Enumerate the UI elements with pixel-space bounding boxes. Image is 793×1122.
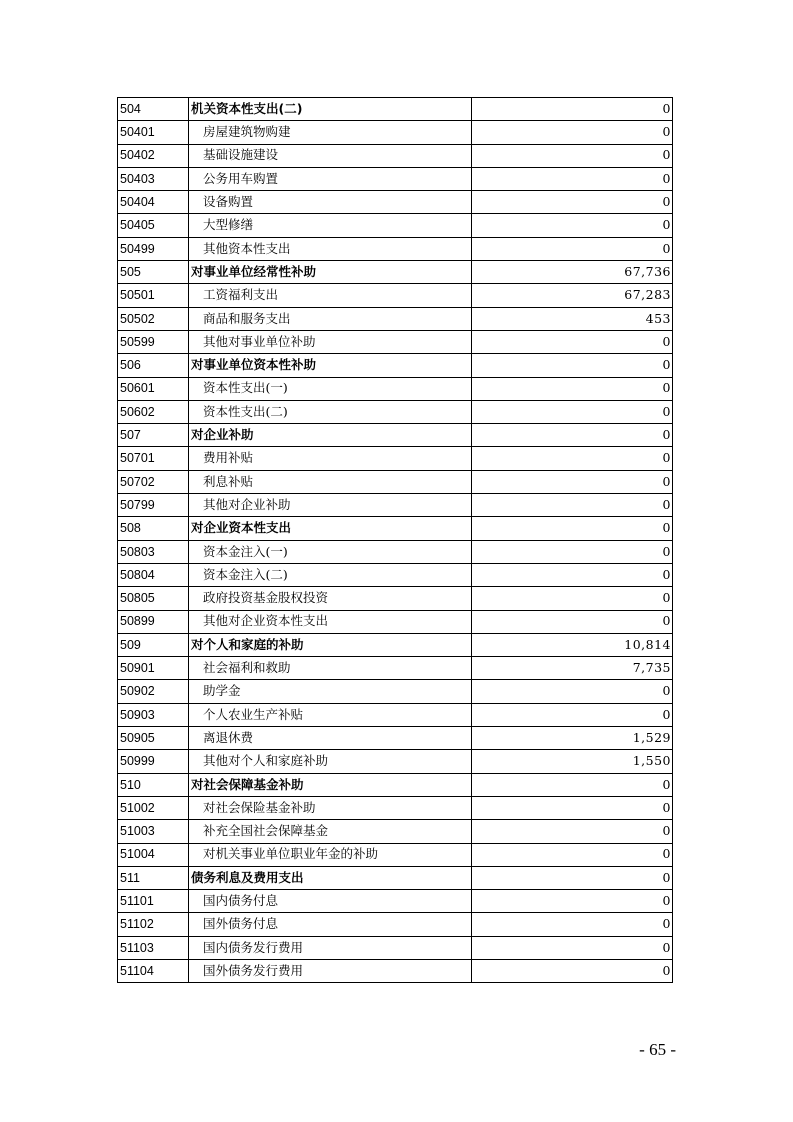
row-name-cell: 助学金 (189, 680, 472, 703)
row-code-cell: 51104 (118, 959, 189, 982)
row-code-cell: 50899 (118, 610, 189, 633)
row-amount-cell: 0 (472, 796, 673, 819)
row-code-cell: 50701 (118, 447, 189, 470)
row-amount-cell: 0 (472, 494, 673, 517)
row-name-cell: 国内债务发行费用 (189, 936, 472, 959)
row-code-cell: 50799 (118, 494, 189, 517)
row-amount-cell: 453 (472, 307, 673, 330)
table-row (118, 144, 673, 167)
row-amount-cell: 0 (472, 773, 673, 796)
row-code-cell: 50901 (118, 657, 189, 680)
row-name-cell: 资本金注入(二) (189, 563, 472, 586)
row-amount-cell: 0 (472, 959, 673, 982)
row-amount-cell: 0 (472, 587, 673, 610)
table-row (118, 284, 673, 307)
row-name-cell: 大型修缮 (189, 214, 472, 237)
row-code-cell: 511 (118, 866, 189, 889)
row-name-cell: 补充全国社会保障基金 (189, 820, 472, 843)
row-name-cell: 对企业资本性支出 (189, 517, 472, 540)
row-name-cell: 国外债务付息 (189, 913, 472, 936)
row-code-cell: 50601 (118, 377, 189, 400)
table-row (118, 191, 673, 214)
row-amount-cell: 0 (472, 167, 673, 190)
row-name-cell: 离退休费 (189, 727, 472, 750)
table-row (118, 959, 673, 982)
row-amount-cell: 0 (472, 144, 673, 167)
row-name-cell: 对社会保险基金补助 (189, 796, 472, 819)
row-amount-cell: 0 (472, 214, 673, 237)
table-row (118, 494, 673, 517)
row-amount-cell: 7,735 (472, 657, 673, 680)
row-name-cell: 利息补贴 (189, 470, 472, 493)
row-code-cell: 50404 (118, 191, 189, 214)
row-code-cell: 504 (118, 98, 189, 121)
row-amount-cell: 0 (472, 540, 673, 563)
row-code-cell: 50602 (118, 400, 189, 423)
row-code-cell: 50804 (118, 563, 189, 586)
table-row-category (118, 424, 673, 447)
row-amount-cell: 10,814 (472, 633, 673, 656)
row-amount-cell: 0 (472, 330, 673, 353)
row-amount-cell: 0 (472, 447, 673, 470)
row-code-cell: 506 (118, 354, 189, 377)
table-row (118, 890, 673, 913)
row-name-cell: 个人农业生产补贴 (189, 703, 472, 726)
row-amount-cell: 0 (472, 703, 673, 726)
table-row (118, 610, 673, 633)
table-row (118, 936, 673, 959)
row-name-cell: 对机关事业单位职业年金的补助 (189, 843, 472, 866)
table-row (118, 307, 673, 330)
row-code-cell: 505 (118, 261, 189, 284)
table-row (118, 587, 673, 610)
row-code-cell: 50905 (118, 727, 189, 750)
row-code-cell: 50903 (118, 703, 189, 726)
row-code-cell: 51003 (118, 820, 189, 843)
table-row (118, 563, 673, 586)
row-amount-cell: 0 (472, 377, 673, 400)
row-amount-cell: 0 (472, 121, 673, 144)
row-code-cell: 50599 (118, 330, 189, 353)
row-code-cell: 51103 (118, 936, 189, 959)
row-name-cell: 公务用车购置 (189, 167, 472, 190)
row-name-cell: 社会福利和救助 (189, 657, 472, 680)
row-code-cell: 50902 (118, 680, 189, 703)
row-amount-cell: 1,529 (472, 727, 673, 750)
table-row (118, 121, 673, 144)
row-amount-cell: 0 (472, 354, 673, 377)
table-row (118, 703, 673, 726)
row-code-cell: 50501 (118, 284, 189, 307)
row-amount-cell: 0 (472, 470, 673, 493)
row-code-cell: 51004 (118, 843, 189, 866)
table-row-category (118, 354, 673, 377)
row-amount-cell: 0 (472, 680, 673, 703)
row-name-cell: 其他对企业补助 (189, 494, 472, 517)
row-name-cell: 对企业补助 (189, 424, 472, 447)
table-row (118, 237, 673, 260)
table-row (118, 680, 673, 703)
row-amount-cell: 0 (472, 400, 673, 423)
row-name-cell: 基础设施建设 (189, 144, 472, 167)
row-amount-cell: 0 (472, 843, 673, 866)
table-row-category (118, 633, 673, 656)
row-amount-cell: 0 (472, 517, 673, 540)
row-name-cell: 其他对企业资本性支出 (189, 610, 472, 633)
table-row-category (118, 261, 673, 284)
row-code-cell: 50402 (118, 144, 189, 167)
table-row (118, 913, 673, 936)
row-name-cell: 机关资本性支出(二) (189, 98, 472, 121)
table-body (118, 98, 673, 983)
table-row (118, 796, 673, 819)
table-row (118, 167, 673, 190)
table-row (118, 447, 673, 470)
row-name-cell: 资本性支出(一) (189, 377, 472, 400)
budget-expenditure-table (117, 97, 673, 983)
table-row (118, 540, 673, 563)
table-row-category (118, 773, 673, 796)
page-number: - 65 - (639, 1040, 676, 1059)
row-code-cell: 50803 (118, 540, 189, 563)
table-row-category (118, 517, 673, 540)
table-row-category (118, 866, 673, 889)
row-code-cell: 51002 (118, 796, 189, 819)
row-code-cell: 50702 (118, 470, 189, 493)
row-name-cell: 债务利息及费用支出 (189, 866, 472, 889)
row-amount-cell: 0 (472, 563, 673, 586)
row-amount-cell: 0 (472, 820, 673, 843)
table-row (118, 657, 673, 680)
row-amount-cell: 0 (472, 890, 673, 913)
row-name-cell: 工资福利支出 (189, 284, 472, 307)
row-code-cell: 51102 (118, 913, 189, 936)
row-name-cell: 对个人和家庭的补助 (189, 633, 472, 656)
table-row (118, 377, 673, 400)
row-name-cell: 国外债务发行费用 (189, 959, 472, 982)
row-amount-cell: 67,283 (472, 284, 673, 307)
row-name-cell: 其他对事业单位补助 (189, 330, 472, 353)
row-code-cell: 50499 (118, 237, 189, 260)
row-amount-cell: 0 (472, 424, 673, 447)
row-name-cell: 商品和服务支出 (189, 307, 472, 330)
row-amount-cell: 67,736 (472, 261, 673, 284)
row-name-cell: 对事业单位经常性补助 (189, 261, 472, 284)
row-code-cell: 507 (118, 424, 189, 447)
row-name-cell: 费用补贴 (189, 447, 472, 470)
row-amount-cell: 1,550 (472, 750, 673, 773)
row-amount-cell: 0 (472, 936, 673, 959)
row-name-cell: 其他资本性支出 (189, 237, 472, 260)
table-row (118, 750, 673, 773)
row-name-cell: 其他对个人和家庭补助 (189, 750, 472, 773)
row-amount-cell: 0 (472, 191, 673, 214)
row-amount-cell: 0 (472, 610, 673, 633)
row-code-cell: 508 (118, 517, 189, 540)
row-amount-cell: 0 (472, 98, 673, 121)
table-row (118, 820, 673, 843)
table-row (118, 843, 673, 866)
row-name-cell: 房屋建筑物购建 (189, 121, 472, 144)
row-code-cell: 50805 (118, 587, 189, 610)
row-code-cell: 50403 (118, 167, 189, 190)
row-code-cell: 50502 (118, 307, 189, 330)
row-name-cell: 对社会保障基金补助 (189, 773, 472, 796)
row-code-cell: 50405 (118, 214, 189, 237)
table-row (118, 470, 673, 493)
row-amount-cell: 0 (472, 913, 673, 936)
row-amount-cell: 0 (472, 237, 673, 260)
row-name-cell: 政府投资基金股权投资 (189, 587, 472, 610)
row-code-cell: 51101 (118, 890, 189, 913)
row-amount-cell: 0 (472, 866, 673, 889)
row-code-cell: 509 (118, 633, 189, 656)
table-row (118, 214, 673, 237)
row-name-cell: 资本金注入(一) (189, 540, 472, 563)
row-code-cell: 50999 (118, 750, 189, 773)
row-name-cell: 资本性支出(二) (189, 400, 472, 423)
table-row-category (118, 98, 673, 121)
table-row (118, 727, 673, 750)
row-code-cell: 510 (118, 773, 189, 796)
row-name-cell: 对事业单位资本性补助 (189, 354, 472, 377)
row-name-cell: 国内债务付息 (189, 890, 472, 913)
row-code-cell: 50401 (118, 121, 189, 144)
table-row (118, 400, 673, 423)
table-row (118, 330, 673, 353)
row-name-cell: 设备购置 (189, 191, 472, 214)
